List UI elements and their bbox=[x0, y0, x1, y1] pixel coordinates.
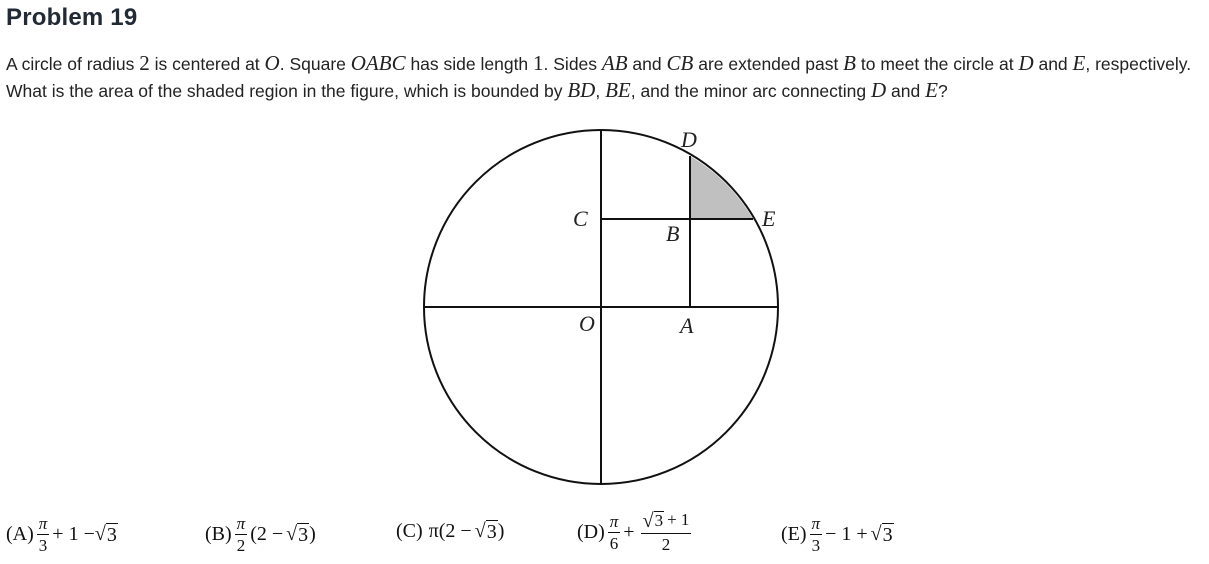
text: . Square bbox=[279, 54, 351, 74]
denominator: 3 bbox=[38, 536, 48, 555]
math-1: 1 bbox=[533, 51, 544, 75]
expr: π(2 − bbox=[428, 520, 472, 542]
math-OABC: OABC bbox=[350, 51, 406, 75]
text: A circle of radius bbox=[6, 54, 140, 74]
denominator: 2 bbox=[236, 536, 246, 555]
fraction bbox=[235, 515, 248, 554]
denominator: 6 bbox=[609, 533, 619, 553]
choice-d[interactable] bbox=[577, 511, 694, 553]
text: is centered at bbox=[149, 54, 265, 74]
choice-letter: (E) bbox=[781, 523, 807, 545]
label-D: D bbox=[681, 127, 697, 152]
label-B: B bbox=[666, 221, 680, 246]
text: ? bbox=[937, 81, 948, 101]
text: has side length bbox=[405, 54, 534, 74]
denominator: 3 bbox=[811, 536, 821, 555]
text: are extended past bbox=[693, 54, 844, 74]
problem-title: Problem 19 bbox=[6, 4, 138, 31]
math-CB: CB bbox=[666, 51, 694, 75]
choice-e[interactable] bbox=[781, 515, 894, 554]
sqrt: √ 3 bbox=[474, 520, 497, 543]
denominator: 2 bbox=[661, 535, 671, 554]
sqrt-arg: 3 bbox=[298, 524, 309, 546]
numerator: π bbox=[236, 514, 246, 533]
math-AB: AB bbox=[601, 51, 628, 75]
text: , respectively. What is the area of the shaded region in the figure, which is bounded by bbox=[6, 54, 1192, 101]
label-E: E bbox=[762, 206, 776, 231]
text: and bbox=[1033, 54, 1073, 74]
numerator bbox=[641, 511, 692, 534]
text: and bbox=[627, 54, 667, 74]
math-2: 2 bbox=[139, 51, 150, 75]
choice-b[interactable] bbox=[205, 515, 316, 554]
fraction bbox=[810, 515, 823, 554]
choice-c[interactable] bbox=[396, 520, 504, 543]
math-D: D bbox=[1018, 51, 1034, 75]
text: . Sides bbox=[543, 54, 602, 74]
sqrt-arg: 3 bbox=[486, 521, 497, 543]
expr: − 1 + bbox=[825, 523, 868, 545]
sqrt: √ 3 bbox=[870, 523, 893, 546]
label-C: C bbox=[573, 206, 588, 231]
math-BE: BE bbox=[605, 78, 631, 102]
choice-a[interactable] bbox=[6, 515, 118, 554]
fraction bbox=[37, 515, 50, 554]
sqrt: √ 3 bbox=[286, 523, 309, 546]
sqrt: √ 3 bbox=[94, 523, 117, 546]
math-BD: BD bbox=[567, 78, 596, 102]
numerator: π bbox=[811, 514, 821, 533]
sqrt-arg: 3 bbox=[106, 524, 117, 546]
math-D: D bbox=[871, 78, 887, 102]
choice-letter: (D) bbox=[577, 520, 605, 543]
numerator: π bbox=[609, 511, 619, 531]
choice-letter: (A) bbox=[6, 523, 34, 545]
expr: + bbox=[623, 520, 635, 543]
text: , and the minor arc connecting bbox=[630, 81, 871, 101]
math-E: E bbox=[925, 78, 938, 102]
fraction bbox=[608, 513, 621, 552]
text: to meet the circle at bbox=[856, 54, 1019, 74]
fraction bbox=[641, 511, 692, 553]
expr: + 1 − bbox=[52, 523, 95, 545]
label-A: A bbox=[680, 313, 694, 338]
math-E: E bbox=[1072, 51, 1086, 75]
expr: + 1 bbox=[667, 510, 690, 529]
choice-letter: (B) bbox=[205, 523, 232, 545]
math-O: O bbox=[264, 51, 280, 75]
math-B: B bbox=[843, 51, 856, 75]
label-O: O bbox=[579, 311, 595, 336]
shaded-region bbox=[690, 156, 753, 219]
choice-letter: (C) bbox=[396, 520, 423, 542]
sqrt: √ 3 bbox=[642, 510, 664, 532]
expr: ) bbox=[309, 523, 316, 545]
sqrt-arg: 3 bbox=[654, 511, 664, 530]
expr: ) bbox=[497, 520, 505, 542]
expr: (2 − bbox=[250, 523, 284, 545]
sqrt-arg: 3 bbox=[882, 524, 893, 546]
text: and bbox=[886, 81, 926, 101]
text: , bbox=[595, 81, 606, 101]
numerator: π bbox=[38, 514, 48, 533]
